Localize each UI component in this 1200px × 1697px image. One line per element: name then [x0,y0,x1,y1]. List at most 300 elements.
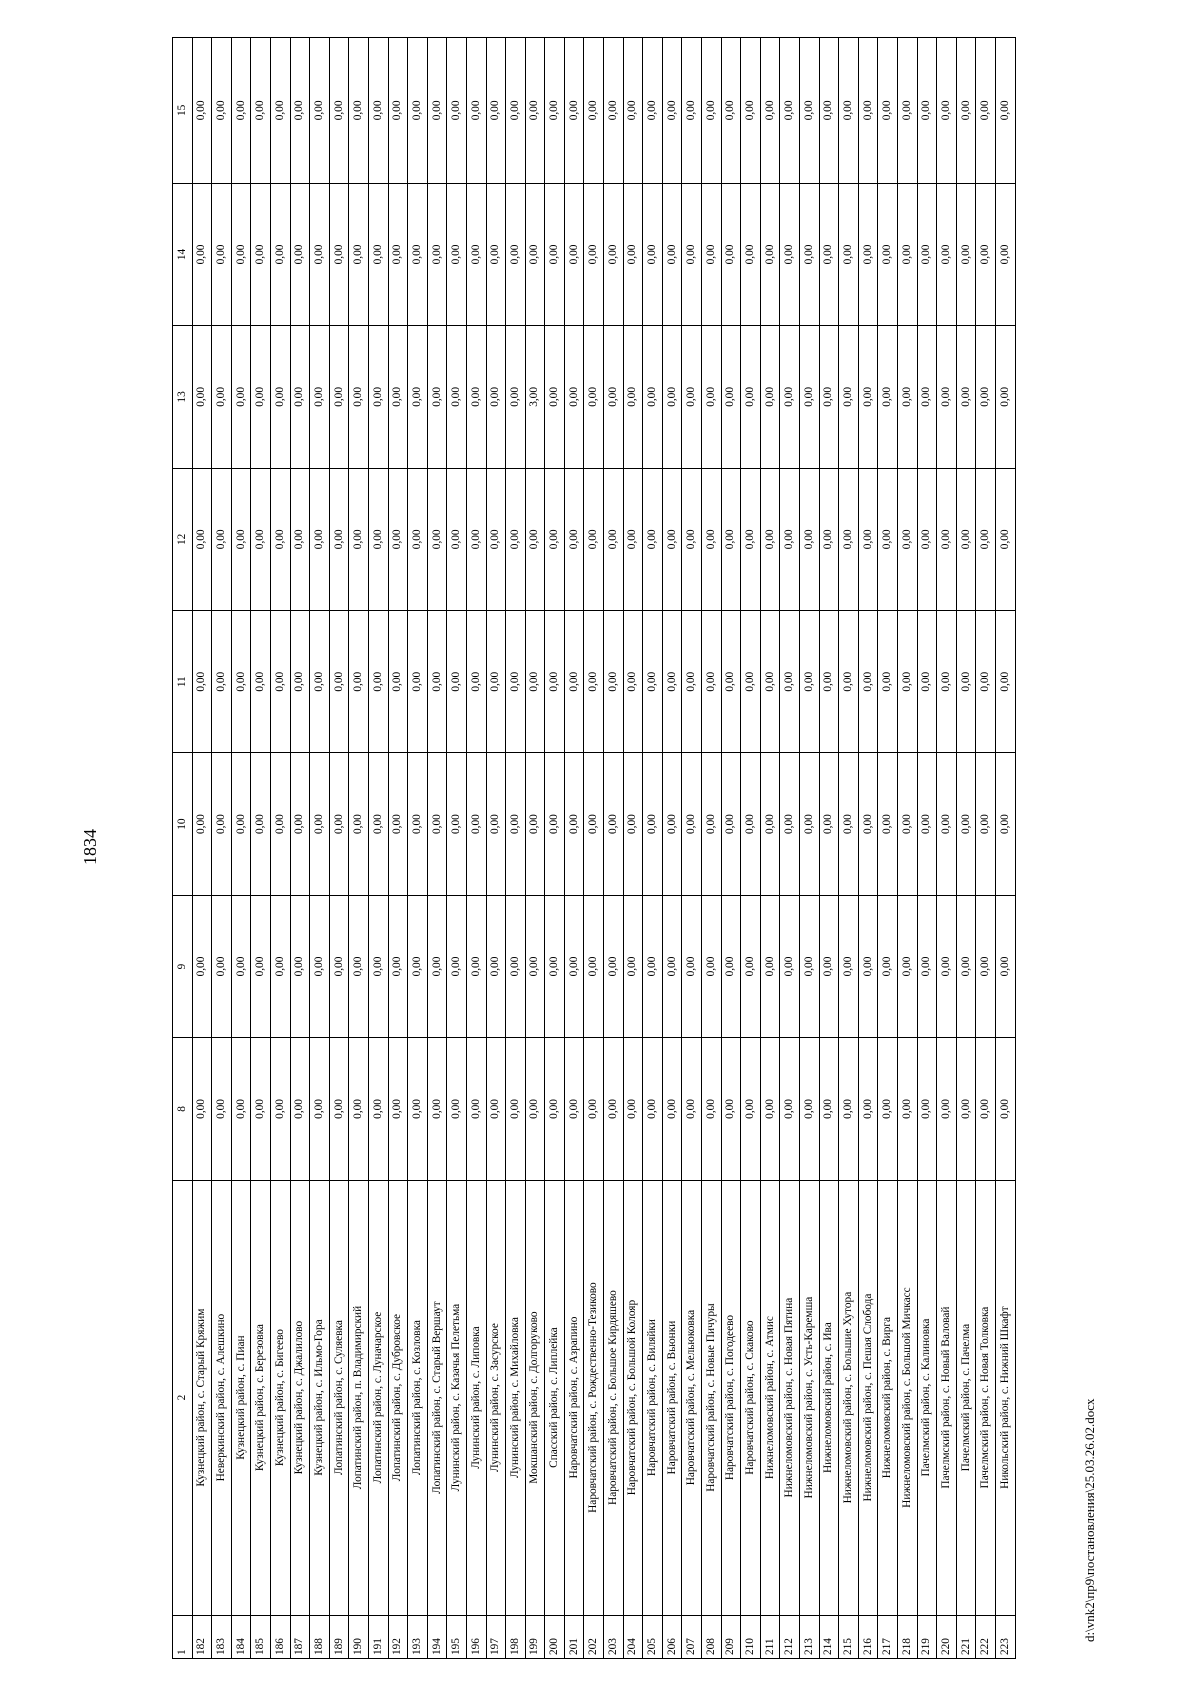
value-cell: 0,00 [447,1038,467,1180]
value-cell: 0,00 [760,468,780,610]
value-cell: 0,00 [858,895,878,1037]
value-cell: 0,00 [192,1038,212,1180]
value-cell: 0,00 [976,895,996,1037]
value-cell: 0,00 [466,1038,486,1180]
value-cell: 0,00 [388,611,408,753]
value-cell: 0,00 [858,753,878,895]
table-row [368,38,388,1659]
column-header: 8 [173,1038,193,1180]
value-cell: 0,00 [466,183,486,325]
value-cell: 0,00 [388,895,408,1037]
value-cell: 0,00 [506,326,526,468]
value-cell: 0,00 [192,183,212,325]
value-cell: 0,00 [662,611,682,753]
row-number-cell: 182 [192,1615,212,1658]
value-cell: 0,00 [662,468,682,610]
value-cell: 0,00 [231,895,251,1037]
value-cell: 0,00 [290,183,310,325]
value-cell: 0,00 [662,326,682,468]
value-cell: 0,00 [721,753,741,895]
value-cell: 3,00 [525,326,545,468]
value-cell: 0,00 [525,1038,545,1180]
table-row [251,38,271,1659]
value-cell: 0,00 [976,326,996,468]
table-row [937,38,957,1659]
table-row [349,38,369,1659]
row-number-cell: 200 [545,1615,565,1658]
value-cell: 0,00 [741,183,761,325]
table-row [662,38,682,1659]
value-cell: 0,00 [310,468,330,610]
value-cell: 0,00 [584,1038,604,1180]
value-cell: 0,00 [937,326,957,468]
table-row [878,38,898,1659]
value-cell: 0,00 [506,895,526,1037]
value-cell: 0,00 [623,183,643,325]
value-cell: 0,00 [486,468,506,610]
value-cell: 0,00 [897,326,917,468]
value-cell: 0,00 [643,1038,663,1180]
table-row [643,38,663,1659]
value-cell: 0,00 [995,38,1015,184]
header-row [173,38,193,1659]
value-cell: 0,00 [329,753,349,895]
row-number-cell: 190 [349,1615,369,1658]
value-cell: 0,00 [251,326,271,468]
value-cell: 0,00 [995,468,1015,610]
value-cell: 0,00 [466,611,486,753]
value-cell: 0,00 [290,38,310,184]
value-cell: 0,00 [564,38,584,184]
value-cell: 0,00 [721,38,741,184]
value-cell: 0,00 [290,1038,310,1180]
value-cell: 0,00 [270,1038,290,1180]
value-cell: 0,00 [780,468,800,610]
value-cell: 0,00 [486,611,506,753]
value-cell: 0,00 [231,183,251,325]
row-number-cell: 195 [447,1615,467,1658]
value-cell: 0,00 [270,468,290,610]
table-row [741,38,761,1659]
value-cell: 0,00 [427,468,447,610]
value-cell: 0,00 [682,753,702,895]
settlement-name-cell: Кузнецкий район, с. Березовка [251,1180,271,1615]
value-cell: 0,00 [917,895,937,1037]
value-cell: 0,00 [584,38,604,184]
value-cell: 0,00 [604,611,624,753]
table-row [388,38,408,1659]
value-cell: 0,00 [721,895,741,1037]
value-cell: 0,00 [329,468,349,610]
settlement-name-cell: Наровчатский район, с. Вьюнки [662,1180,682,1615]
row-number-cell: 194 [427,1615,447,1658]
settlement-name-cell: Нижнеломовский район, с. Пешая Слобода [858,1180,878,1615]
value-cell: 0,00 [741,611,761,753]
value-cell: 0,00 [741,753,761,895]
value-cell: 0,00 [192,895,212,1037]
table-row [466,38,486,1659]
value-cell: 0,00 [819,468,839,610]
value-cell: 0,00 [897,753,917,895]
value-cell: 0,00 [995,183,1015,325]
value-cell: 0,00 [897,1038,917,1180]
table-row [427,38,447,1659]
row-number-cell: 207 [682,1615,702,1658]
value-cell: 0,00 [780,183,800,325]
table-row [917,38,937,1659]
value-cell: 0,00 [976,753,996,895]
settlement-name-cell: Никольский район, с. Нижний Шкафт [995,1180,1015,1615]
value-cell: 0,00 [466,468,486,610]
value-cell: 0,00 [270,326,290,468]
settlement-name-cell: Кузнецкий район, с. Джалилово [290,1180,310,1615]
value-cell: 0,00 [212,468,232,610]
value-cell: 0,00 [545,38,565,184]
value-cell: 0,00 [878,895,898,1037]
value-cell: 0,00 [447,468,467,610]
value-cell: 0,00 [368,326,388,468]
data-table [172,37,1016,1659]
table-row [623,38,643,1659]
value-cell: 0,00 [702,326,722,468]
value-cell: 0,00 [427,183,447,325]
row-number-cell: 197 [486,1615,506,1658]
value-cell: 0,00 [368,38,388,184]
value-cell: 0,00 [741,326,761,468]
value-cell: 0,00 [506,753,526,895]
settlement-name-cell: Мокшанский район, с. Долгоруково [525,1180,545,1615]
row-number-cell: 211 [760,1615,780,1658]
value-cell: 0,00 [976,611,996,753]
table-row [780,38,800,1659]
value-cell: 0,00 [427,611,447,753]
value-cell: 0,00 [486,326,506,468]
column-header: 12 [173,468,193,610]
value-cell: 0,00 [564,183,584,325]
value-cell: 0,00 [447,183,467,325]
row-number-cell: 208 [702,1615,722,1658]
table-body [173,38,1016,1659]
value-cell: 0,00 [682,895,702,1037]
value-cell: 0,00 [231,468,251,610]
value-cell: 0,00 [839,611,859,753]
value-cell: 0,00 [270,38,290,184]
value-cell: 0,00 [623,38,643,184]
settlement-name-cell: Лопатинский район, п. Владимирский [349,1180,369,1615]
settlement-name-cell: Нижнеломовский район, с. Атмис [760,1180,780,1615]
row-number-cell: 185 [251,1615,271,1658]
value-cell: 0,00 [623,468,643,610]
value-cell: 0,00 [192,38,212,184]
row-number-cell: 198 [506,1615,526,1658]
value-cell: 0,00 [604,38,624,184]
value-cell: 0,00 [623,753,643,895]
value-cell: 0,00 [623,1038,643,1180]
table-row [897,38,917,1659]
value-cell: 0,00 [251,183,271,325]
value-cell: 0,00 [839,326,859,468]
value-cell: 0,00 [995,611,1015,753]
table-row [310,38,330,1659]
value-cell: 0,00 [878,183,898,325]
column-header: 1 [173,1615,193,1658]
value-cell: 0,00 [682,468,702,610]
table-row [408,38,428,1659]
settlement-name-cell: Наровчатский район, с. Новые Пичуры [702,1180,722,1615]
value-cell: 0,00 [819,38,839,184]
value-cell: 0,00 [506,38,526,184]
row-number-cell: 199 [525,1615,545,1658]
value-cell: 0,00 [231,611,251,753]
value-cell: 0,00 [780,1038,800,1180]
value-cell: 0,00 [408,611,428,753]
table-row [839,38,859,1659]
settlement-name-cell: Нижнеломовский район, с. Большие Хутора [839,1180,859,1615]
value-cell: 0,00 [800,38,820,184]
table-row [995,38,1015,1659]
row-number-cell: 187 [290,1615,310,1658]
value-cell: 0,00 [212,1038,232,1180]
value-cell: 0,00 [368,468,388,610]
value-cell: 0,00 [329,326,349,468]
value-cell: 0,00 [408,326,428,468]
value-cell: 0,00 [800,753,820,895]
value-cell: 0,00 [270,895,290,1037]
value-cell: 0,00 [486,38,506,184]
value-cell: 0,00 [780,753,800,895]
value-cell: 0,00 [192,468,212,610]
settlement-name-cell: Пачелмский район, с. Новая Толковка [976,1180,996,1615]
value-cell: 0,00 [564,895,584,1037]
value-cell: 0,00 [525,468,545,610]
value-cell: 0,00 [466,38,486,184]
value-cell: 0,00 [643,611,663,753]
value-cell: 0,00 [937,183,957,325]
value-cell: 0,00 [349,1038,369,1180]
value-cell: 0,00 [584,468,604,610]
settlement-name-cell: Наровчатский район, с. Рождественно-Тезиково [584,1180,604,1615]
value-cell: 0,00 [819,895,839,1037]
value-cell: 0,00 [995,895,1015,1037]
value-cell: 0,00 [466,753,486,895]
value-cell: 0,00 [545,326,565,468]
value-cell: 0,00 [721,468,741,610]
settlement-name-cell: Наровчатский район, с. Погодеево [721,1180,741,1615]
value-cell: 0,00 [525,753,545,895]
value-cell: 0,00 [506,183,526,325]
value-cell: 0,00 [760,38,780,184]
value-cell: 0,00 [427,1038,447,1180]
value-cell: 0,00 [486,1038,506,1180]
table-row [564,38,584,1659]
value-cell: 0,00 [741,895,761,1037]
value-cell: 0,00 [800,183,820,325]
table-row [702,38,722,1659]
value-cell: 0,00 [917,611,937,753]
value-cell: 0,00 [643,38,663,184]
value-cell: 0,00 [447,326,467,468]
value-cell: 0,00 [897,38,917,184]
value-cell: 0,00 [545,611,565,753]
table-row [584,38,604,1659]
column-header: 9 [173,895,193,1037]
value-cell: 0,00 [564,753,584,895]
value-cell: 0,00 [839,895,859,1037]
value-cell: 0,00 [937,468,957,610]
value-cell: 0,00 [525,183,545,325]
value-cell: 0,00 [408,895,428,1037]
value-cell: 0,00 [623,326,643,468]
settlement-name-cell: Нижнеломовский район, с. Ива [819,1180,839,1615]
value-cell: 0,00 [427,753,447,895]
row-number-cell: 223 [995,1615,1015,1658]
file-path-footer: d:\vnk2\пр9\постановления\25.03.26.02.docx [1082,1398,1097,1642]
value-cell: 0,00 [956,326,976,468]
column-header: 13 [173,326,193,468]
value-cell: 0,00 [251,38,271,184]
value-cell: 0,00 [212,326,232,468]
value-cell: 0,00 [584,326,604,468]
value-cell: 0,00 [427,38,447,184]
value-cell: 0,00 [858,611,878,753]
settlement-name-cell: Нижнеломовский район, с. Большой Мичкасс [897,1180,917,1615]
value-cell: 0,00 [662,38,682,184]
settlement-name-cell: Наровчатский район, с. Большое Кирдяшево [604,1180,624,1615]
value-cell: 0,00 [349,753,369,895]
value-cell: 0,00 [408,38,428,184]
value-cell: 0,00 [290,326,310,468]
value-cell: 0,00 [329,183,349,325]
value-cell: 0,00 [545,1038,565,1180]
value-cell: 0,00 [937,1038,957,1180]
settlement-name-cell: Неверкинский район, с. Алешкино [212,1180,232,1615]
value-cell: 0,00 [800,468,820,610]
value-cell: 0,00 [584,895,604,1037]
value-cell: 0,00 [643,753,663,895]
value-cell: 0,00 [545,895,565,1037]
value-cell: 0,00 [800,326,820,468]
value-cell: 0,00 [760,753,780,895]
settlement-name-cell: Кузнецкий район, с. Пиан [231,1180,251,1615]
value-cell: 0,00 [310,1038,330,1180]
value-cell: 0,00 [466,326,486,468]
value-cell: 0,00 [682,611,702,753]
table-row [760,38,780,1659]
row-number-cell: 192 [388,1615,408,1658]
settlement-name-cell: Лопатинский район, с. Луначарское [368,1180,388,1615]
value-cell: 0,00 [702,1038,722,1180]
value-cell: 0,00 [584,611,604,753]
value-cell: 0,00 [623,895,643,1037]
row-number-cell: 189 [329,1615,349,1658]
value-cell: 0,00 [917,468,937,610]
value-cell: 0,00 [290,468,310,610]
value-cell: 0,00 [192,753,212,895]
value-cell: 0,00 [427,326,447,468]
value-cell: 0,00 [858,38,878,184]
value-cell: 0,00 [976,1038,996,1180]
value-cell: 0,00 [604,326,624,468]
table-row [682,38,702,1659]
value-cell: 0,00 [702,753,722,895]
value-cell: 0,00 [917,753,937,895]
settlement-name-cell: Кузнецкий район, с. Бигеево [270,1180,290,1615]
table-row [231,38,251,1659]
value-cell: 0,00 [368,1038,388,1180]
value-cell: 0,00 [976,468,996,610]
value-cell: 0,00 [447,753,467,895]
row-number-cell: 215 [839,1615,859,1658]
settlement-name-cell: Пачелмский район, с. Новый Валовай [937,1180,957,1615]
value-cell: 0,00 [819,326,839,468]
value-cell: 0,00 [721,611,741,753]
settlement-name-cell: Наровчатский район, с. Большой Колояр [623,1180,643,1615]
value-cell: 0,00 [662,895,682,1037]
value-cell: 0,00 [329,895,349,1037]
value-cell: 0,00 [682,1038,702,1180]
value-cell: 0,00 [604,1038,624,1180]
value-cell: 0,00 [349,183,369,325]
value-cell: 0,00 [212,753,232,895]
value-cell: 0,00 [329,1038,349,1180]
value-cell: 0,00 [917,183,937,325]
value-cell: 0,00 [231,1038,251,1180]
table-row [290,38,310,1659]
value-cell: 0,00 [858,468,878,610]
value-cell: 0,00 [956,753,976,895]
value-cell: 0,00 [368,183,388,325]
value-cell: 0,00 [447,895,467,1037]
value-cell: 0,00 [310,38,330,184]
row-number-cell: 212 [780,1615,800,1658]
value-cell: 0,00 [662,1038,682,1180]
value-cell: 0,00 [388,326,408,468]
value-cell: 0,00 [251,895,271,1037]
value-cell: 0,00 [192,611,212,753]
value-cell: 0,00 [368,895,388,1037]
row-number-cell: 205 [643,1615,663,1658]
value-cell: 0,00 [545,753,565,895]
value-cell: 0,00 [525,38,545,184]
value-cell: 0,00 [349,895,369,1037]
settlement-name-cell: Наровчатский район, с. Виляйки [643,1180,663,1615]
value-cell: 0,00 [878,1038,898,1180]
value-cell: 0,00 [643,326,663,468]
value-cell: 0,00 [643,468,663,610]
value-cell: 0,00 [349,468,369,610]
row-number-cell: 213 [800,1615,820,1658]
value-cell: 0,00 [702,468,722,610]
value-cell: 0,00 [937,753,957,895]
settlement-name-cell: Нижнеломовский район, с. Вирга [878,1180,898,1615]
value-cell: 0,00 [878,753,898,895]
row-number-cell: 222 [976,1615,996,1658]
table-row [329,38,349,1659]
value-cell: 0,00 [310,895,330,1037]
value-cell: 0,00 [564,468,584,610]
settlement-name-cell: Нижнеломовский район, с. Новая Пятина [780,1180,800,1615]
value-cell: 0,00 [741,1038,761,1180]
value-cell: 0,00 [800,611,820,753]
value-cell: 0,00 [976,183,996,325]
value-cell: 0,00 [819,183,839,325]
settlement-name-cell: Наровчатский район, с. Скаково [741,1180,761,1615]
value-cell: 0,00 [702,611,722,753]
row-number-cell: 218 [897,1615,917,1658]
value-cell: 0,00 [525,895,545,1037]
settlement-name-cell: Пачелмский район, с. Калиновка [917,1180,937,1615]
column-header: 10 [173,753,193,895]
